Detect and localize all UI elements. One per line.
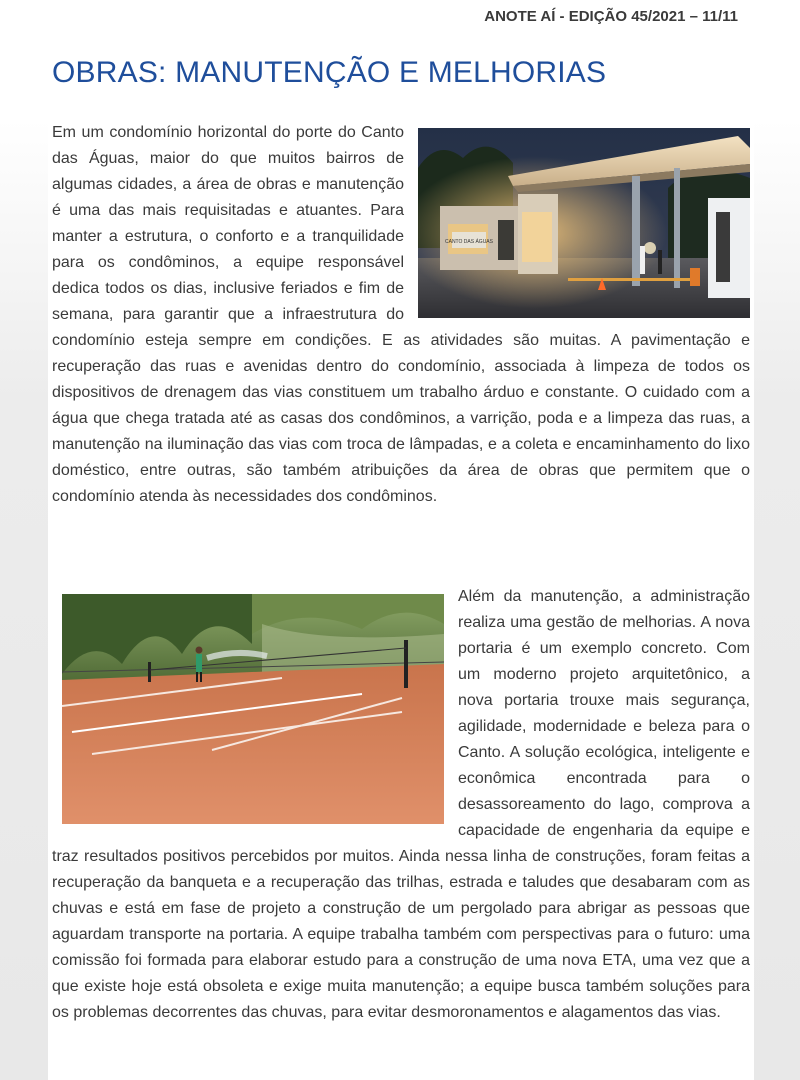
article-paragraph-1: Em um condomínio horizontal do porte do Canto das Águas, maior do que muitos bairros de algumas cidades, a área de obras e manutenção é uma das mais requisitadas e atuantes. Para manter a estrutura, o conforto e a tranquilidade para os condôminos, a equipe responsável dedica todos os dias, inclusive feriados e fim de semana, para garantir que a infraestrutura do condomínio esteja sempre em condições. E as atividades são muitas. A pavimentação e recuperação das ruas e avenidas dentro do condomínio, associada à limpeza de todos os dispositivos de drenagem das vias constituem um trabalho árduo e constante. O cuidado com a água que chega tratada até as casas dos condôminos, a varrição, poda e a limpeza das ruas, a manutenção na iluminação das vias com troca de lâmpadas, e a coleta e encaminhamento do lixo doméstico, entre outras, são também atribuições da área de obras que permitem que o condomínio atenda às necessidades dos condôminos.	[52, 124, 750, 505]
article-title: OBRAS: MANUTENÇÃO E MELHORIAS	[52, 56, 607, 89]
edition-header: ANOTE AÍ - EDIÇÃO 45/2021 – 11/11	[484, 8, 738, 25]
gatehouse-sign: CANTO DAS ÁGUAS	[445, 239, 493, 245]
article-section-improvements	[52, 584, 750, 1026]
article-section-maintenance	[52, 120, 750, 510]
tennis-court-photo	[62, 594, 444, 824]
gatehouse-photo	[418, 128, 750, 318]
article-paragraph-2: Além da manutenção, a administração realiza uma gestão de melhorias. A nova portaria é um exemplo concreto. Com um moderno projeto arquitetônico, a nova portaria trouxe mais segurança, agilidade, modernidade e beleza para o Canto. A solução ecológica, inteligente e econômica encontrada para o desassoreamento do lago, comprova a capacidade de engenharia da equipe e traz resultados positivos percebidos por muitos. Ainda nessa linha de construções, foram feitas a recuperação da banqueta e a recuperação das trilhas, estrada e taludes que desabaram com as chuvas e está em fase de projeto a construção de um pergolado para abrigar as pessoas que aguardam transporte na portaria. A equipe trabalha também com perspectivas para o futuro: uma comissão foi formada para elaborar estudo para a construção de uma nova ETA, uma vez que a que existe hoje está obsoleta e exige muita manutenção; a equipe busca também soluções para os problemas decorrentes das chuvas, para evitar desmoronamentos e alagamentos das vias.	[52, 588, 750, 1021]
